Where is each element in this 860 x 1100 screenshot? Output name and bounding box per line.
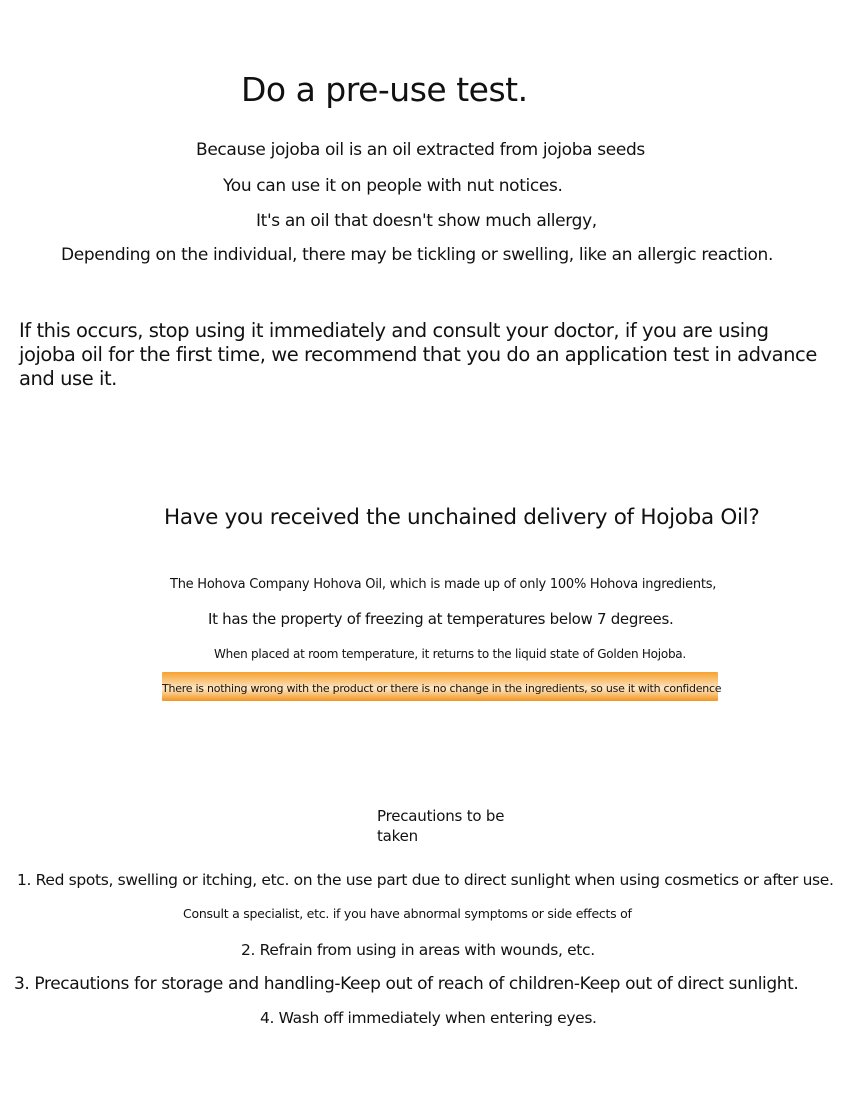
delivery-title: Have you received the unchained delivery of Hojoba Oil?: [164, 505, 760, 530]
pre-use-warning: If this occurs, stop using it immediately and consult your doctor, if you are using jojoba oil for the first time, we recommend that you do an application test in advance and use it.: [19, 319, 817, 390]
pre-use-line-1: Because jojoba oil is an oil extracted from jojoba seeds: [196, 140, 645, 160]
pre-use-line-3: It's an oil that doesn't show much allergy,: [256, 211, 597, 231]
precaution-item-1: 1. Red spots, swelling or itching, etc. on the use part due to direct sunlight when using cosmetics or after use.: [17, 871, 834, 889]
delivery-line-1: The Hohova Company Hohova Oil, which is made up of only 100% Hohova ingredients,: [170, 577, 717, 592]
pre-use-line-4: Depending on the individual, there may be tickling or swelling, like an allergic reaction.: [61, 245, 774, 265]
pre-use-line-2: You can use it on people with nut notices.: [223, 176, 563, 196]
precaution-item-4: 4. Wash off immediately when entering eyes.: [260, 1009, 597, 1027]
delivery-line-3: When placed at room temperature, it returns to the liquid state of Golden Hojoba.: [214, 647, 686, 661]
pre-use-test-title: Do a pre-use test.: [241, 70, 528, 109]
highlight-text: There is nothing wrong with the product or there is no change in the ingredients, so use it with confidence: [162, 682, 722, 695]
precaution-note: Consult a specialist, etc. if you have abnormal symptoms or side effects of: [183, 906, 632, 921]
precaution-item-3: 3. Precautions for storage and handling-Keep out of reach of children-Keep out of direct sunlight.: [14, 974, 799, 994]
precaution-item-2: 2. Refrain from using in areas with wounds, etc.: [241, 941, 595, 959]
precautions-title: Precautions to be taken: [377, 807, 505, 845]
delivery-line-2: It has the property of freezing at temperatures below 7 degrees.: [208, 610, 674, 628]
